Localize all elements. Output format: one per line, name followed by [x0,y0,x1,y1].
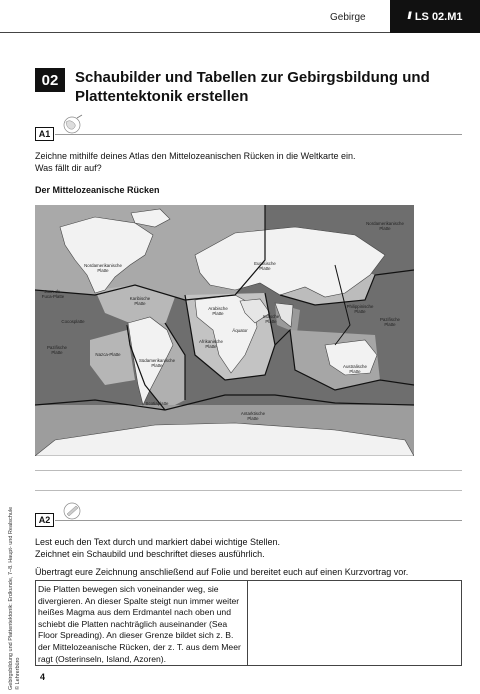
task-a1-rule [55,134,462,135]
section-title: Schaubilder und Tabellen zur Gebirgsbildung und Plattentektonik erstellen [75,69,430,105]
label-line: Nazca-Platte [95,352,121,357]
label-line: Karibische [129,296,151,301]
label-line: Juan-de- [44,289,62,294]
label-line: Pazifische [379,317,401,322]
pen-drawing-icon [60,500,84,522]
label-nazca [95,352,121,357]
task-a1-line-1: Zeichne mithilfe deines Atlas den Mittelozeanischen Rücken in die Weltkarte ein. [35,151,356,161]
label-juan [42,289,65,299]
header-code-box [390,0,480,33]
box-divider [247,580,248,666]
task-a2-line-1: Lest euch den Text durch und markiert dabei wichtige Stellen. [35,537,280,547]
task-a1-line-2: Was fällt dir auf? [35,163,102,173]
side-copyright [8,507,22,690]
label-line: Platte [51,350,63,356]
label-aequator [232,328,248,333]
label-line: Platte [134,301,146,307]
label-line: Platte [354,309,366,315]
label-line: Platte [247,416,259,422]
globe-drawing-icon [60,114,84,136]
side-line-1: Gebirgsbildung und Plattentektonik: Erdkunde, 7–8. Haupt- und Realschule [8,506,14,690]
label-line: Platte [212,311,224,317]
drawing-area[interactable] [249,582,460,664]
label-line: Fuca-Platte [41,294,65,300]
header-topic: Gebirge [330,12,366,23]
label-line: Platte [97,268,109,274]
side-line-2: © Lehrerbüro [15,657,21,690]
label-line: Eurasische [254,261,276,266]
label-line: Platte [265,319,277,325]
map-title: Der Mittelozeanische Rücken [35,185,160,195]
label-line: Äquator [232,328,248,333]
label-cocos [61,319,85,324]
info-text: Die Platten bewegen sich voneinander weg, sie divergieren. An dieser Spalte steigt nun immer weiter heißes Magma aus dem Erdmantel nach oben und schiebt die Platten nachträglich auseinander (Sea Floor Spreading). An dieser Grenze bildet sich z. B. der Mittelozeanische Rücken, der z. T. aus dem Meer ragt (Osterinseln, Island, Azoren). [38,584,241,664]
label-line: Arabische [208,306,228,311]
label-line: Antarktische [240,411,266,416]
label-line: Cocosplatte [61,319,85,324]
label-line: Australische [343,364,367,369]
slashes-icon: /// [407,11,410,22]
section-number: 02 [35,68,65,92]
answer-line-1[interactable] [35,470,462,471]
label-line: Afrikanische [199,339,223,344]
label-line: Platte [384,322,396,328]
label-line: Pazifische [46,345,68,350]
label-line: Indische [262,314,280,319]
label-line: Philippinische [346,304,374,309]
label-line: Platte [349,369,361,375]
label-line: Platte [205,344,217,350]
task-a2-line-2: Zeichnet ein Schaubild und beschriftet dieses ausführlich. [35,549,265,559]
label-line: Platte [151,363,163,369]
label-line: Nordamerikanische [366,221,404,226]
task-a2-rule [55,520,462,521]
label-line: Platte [259,266,271,272]
task-a2-badge: A2 [35,513,54,527]
task-a2-line-3: Übertragt eure Zeichnung anschließend auf Folie und bereitet euch auf einen Kurzvortrag vor. [35,567,409,577]
label-scotia [146,401,170,406]
task-a1-badge: A1 [35,127,54,141]
label-line: Scotiaplatte [145,401,169,406]
label-line: Platte [379,226,391,232]
header-rule [0,32,390,33]
answer-line-2[interactable] [35,490,462,491]
page-number: 4 [40,672,46,682]
label-line: Nordamerikanische [84,263,122,268]
world-map [35,205,414,456]
header-code: LS 02.M1 [414,10,463,23]
label-line: Südamerikanische [138,358,176,363]
